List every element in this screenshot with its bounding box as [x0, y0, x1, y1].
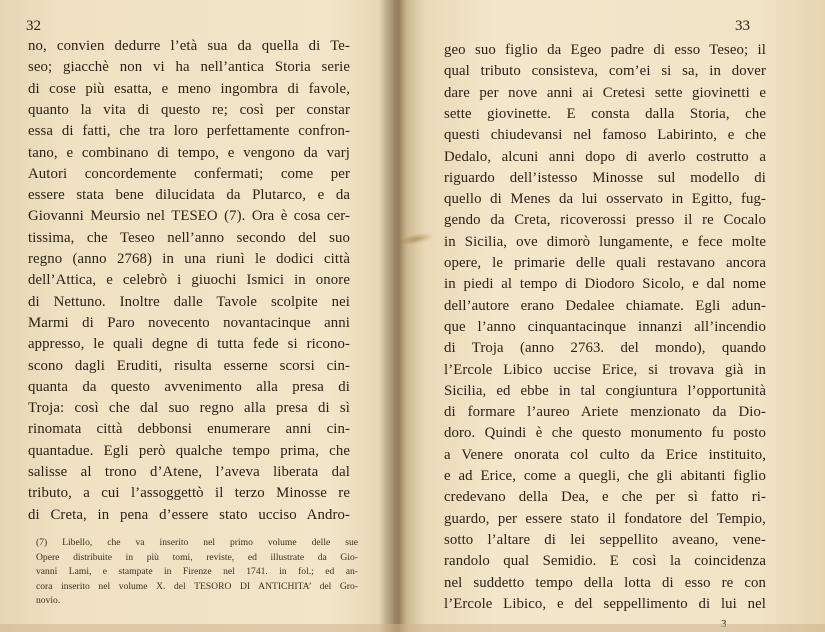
text-line: randolo qual Semidio. E così la coincidenza [444, 553, 766, 570]
text-line: in Sicilia, ove dimorò lungamente, e fece molte [444, 233, 766, 250]
page-number-left: 32 [26, 18, 41, 34]
footnote-line: novio. [36, 595, 61, 606]
text-line: di Nettuno. Inoltre dalle Tavole scolpite nei [28, 293, 350, 310]
text-line: gendo da Creta, ricoverossi presso il re Cocalo [444, 212, 766, 229]
text-line: doro. Quindi è che questo monumento fu posto [444, 425, 766, 442]
text-line: quello di Menes da lui osservato in Egitto, fug- [444, 191, 766, 208]
text-line: geo suo figlio da Egeo padre di esso Teseo; il [444, 42, 766, 58]
text-line: nel suddetto tempo della lotta di esso re con [444, 574, 766, 591]
text-line: rinomata città debbonsi enumerare anni cin- [28, 421, 350, 438]
text-line: dare per nove anni ai Cretesi sette giovinetti e [444, 84, 766, 101]
text-line: opere, le primarie delle quali restavano ancora [444, 255, 766, 271]
text-line: regno (anno 2768) in una riunì le dodici città [28, 251, 350, 267]
text-line: questi chiudevansi nel famoso Labirinto, e che [444, 127, 766, 144]
text-line: tributo, a cui l’assoggettò il terzo Minosse re [28, 485, 350, 502]
text-line: dell’autore erano Dedalee chiamate. Egli adun- [444, 297, 766, 314]
text-line: dell’Attica, e celebrò i giuochi Ismici in onore [28, 272, 350, 289]
text-line: essa di fatti, che tra loro perfettamente confron- [28, 123, 350, 140]
text-line: a Venere onorata col culto da Erice instituito, [444, 446, 766, 463]
text-line: Marmi di Paro novecento novantacinque anni [28, 314, 350, 331]
text-line: quanto la vita di questo re; così per constar [28, 101, 350, 118]
text-line: salisse al trono d’Atene, l’aveva liberata dal [28, 464, 350, 480]
text-line: essere stata bene dilucidata da Plutarco, e da [28, 187, 350, 204]
footnote-line: vanni Lami, e stampate in Firenze nel 1741. in fol.; ed an- [36, 566, 358, 577]
text-line: Troja: così che dal suo regno alla presa di sì [28, 400, 350, 417]
text-line: tissima, che Teseo nell’anno secondo del suo [28, 229, 350, 246]
text-line: Autori concordemente confermati; come per [28, 165, 350, 182]
text-line: quantadue. Egli però qualche tempo prima, che [28, 442, 350, 459]
text-line: quanta da questo avvenimento alla presa di [28, 378, 350, 395]
text-line: di Troja (anno 2763. del mondo), quando [444, 340, 766, 357]
footnote-line: cora inserito nel volume X. del TESORO DI ANTICHITA’ del Gro- [36, 580, 358, 592]
footnote-line: (7) Libello, che va inserito nel primo volume delle sue [36, 537, 358, 548]
text-line: di formare l’aureo Ariete menzionato da Dio- [444, 404, 766, 421]
text-line: di Creta, in pena d’essere stato ucciso Andro- [28, 506, 350, 523]
text-line: scono dagli Eruditi, risulta esserne scorsi cin- [28, 357, 350, 374]
text-line: qual tributo consisteva, com’ei si sa, in dover [444, 63, 766, 80]
text-line: credevano della Dea, e che per sì fatto ri- [444, 489, 766, 506]
footnote-line: Opere distribuite in più tomi, reviste, ed illustrate da Gio- [36, 551, 358, 563]
text-line: appresso, le quali degne di tutta fede si ricono- [28, 336, 350, 353]
text-line: Giovanni Meursio nel TESEO (7). Ora è cosa cer- [28, 208, 350, 225]
text-line: Sicilia, ed ebbe in tal congiuntura l’opportunità [444, 382, 766, 399]
text-line: in piedi al tempo di Diodoro Sicolo, e dal nome [444, 276, 766, 293]
text-line: Dedalo, alcuni anni dopo di averlo costrutto a [444, 148, 766, 165]
text-line: l’Ercole Libico, e del seppellimento di lui nel [444, 595, 766, 612]
text-line: riguardo dell’istesso Minosse sul modello di [444, 169, 766, 186]
text-line: tano, e combinano di tempo, e vengono da varj [28, 144, 350, 161]
text-line: seo; giacchè non vi ha nell’antica Storia serie [28, 59, 350, 76]
text-line: sotto l’altare di lei seppellito aveano, vene- [444, 531, 766, 548]
text-line: di cose più esatta, e meno ingombra di favole, [28, 80, 350, 97]
text-line: no, convien dedurre l’età sua da quella di Te- [28, 38, 350, 54]
left-page [0, 0, 392, 632]
text-line: guardo, per essere stato il fondatore del Tempio, [444, 510, 766, 527]
page-number-right: 33 [735, 18, 750, 34]
page-bottom-edge [0, 624, 825, 632]
text-line: que l’anno cinquantacinque innanzi all’incendio [444, 318, 766, 335]
text-line: sette giovinette. E consta dalla Storia, che [444, 105, 766, 122]
text-line: l’Ercole Libico uccise Erice, si trovava già in [444, 361, 766, 378]
text-line: e ad Erice, come a quegli, che gli abitanti figlio [444, 468, 766, 484]
right-page [398, 0, 825, 632]
